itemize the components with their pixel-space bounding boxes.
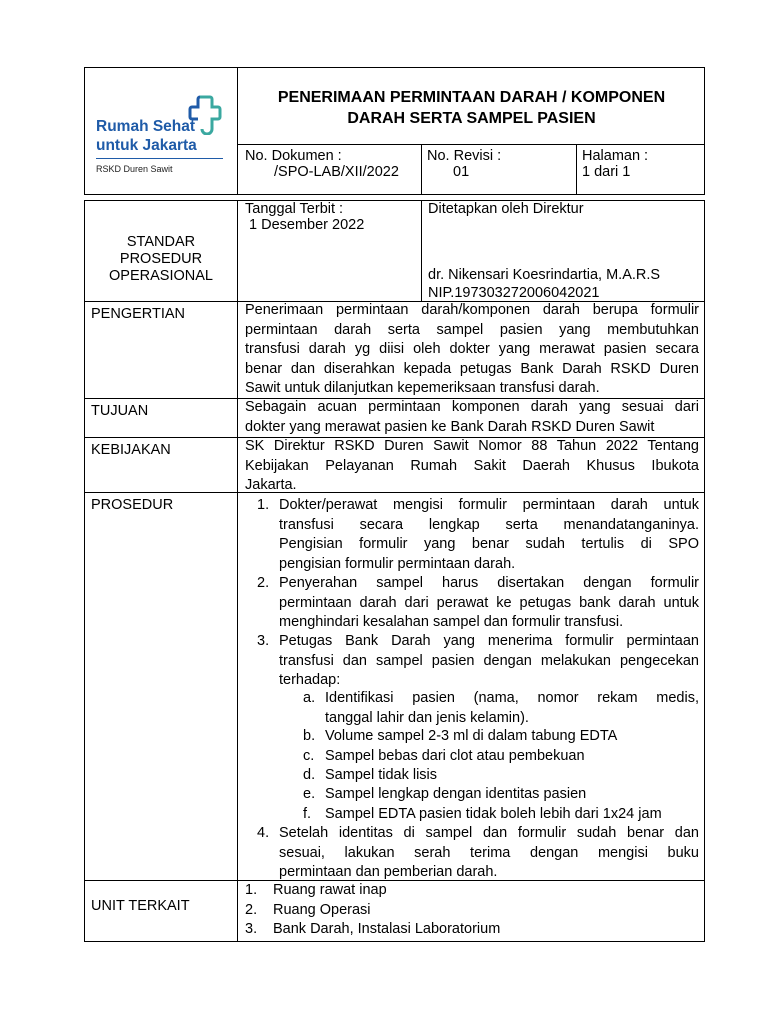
halaman-value: 1 dari 1 xyxy=(582,164,631,180)
no-dokumen-value: /SPO-LAB/XII/2022 xyxy=(274,164,399,180)
prosedur-line: menghindari kesalahan sampel dan formulir transfusi. xyxy=(279,614,624,630)
kebijakan-line: Kebijakan Pelayanan Rumah Sakit Daerah Khusus Ibukota xyxy=(245,457,699,474)
pengertian-line: permintaan darah serta sampel pasien yang membutuhkan xyxy=(245,321,699,338)
logo-rule xyxy=(96,158,223,159)
sub-letter-c: c. xyxy=(303,748,315,764)
pengertian-line: transfusi darah yg diisi oleh dokter yang merawat pasien secara xyxy=(245,341,699,357)
prosedur-line: Pengisian formulir yang benar sudah tertulis di SPO xyxy=(279,536,699,552)
sub-item-c: Sampel bebas dari clot atau pembekuan xyxy=(325,748,585,764)
prosedur-item-1 xyxy=(279,496,699,574)
pengertian-label: PENGERTIAN xyxy=(91,306,186,322)
prosedur-item-2 xyxy=(279,574,699,633)
sub-letter-e: e. xyxy=(303,786,316,802)
sub-line: tanggal lahir dan jenis kelamin). xyxy=(325,709,529,726)
pengertian-line: Sawit untuk dilanjutkan kepemeriksaan transfusi darah. xyxy=(245,380,600,396)
sub-letter-a: a. xyxy=(303,690,316,706)
prosedur-line: permintaan darah dari perawat ke petugas bank darah untuk xyxy=(279,594,699,611)
ditetapkan-label: Ditetapkan oleh Direktur xyxy=(428,201,584,217)
prosedur-item-3 xyxy=(279,632,699,691)
prosedur-line: Penyerahan sampel harus disertakan dengan formulir xyxy=(279,575,699,591)
sub-item-e: Sampel lengkap dengan identitas pasien xyxy=(325,786,587,802)
sub-letter-b: b. xyxy=(303,728,316,744)
sub-letter-f: f. xyxy=(303,806,312,822)
kebijakan-label: KEBIJAKAN xyxy=(91,442,171,458)
prosedur-line: transfusi dan sampel pasien dengan melakukan pengecekan xyxy=(279,652,699,669)
prosedur-label: PROSEDUR xyxy=(91,497,174,513)
tanggal-label: Tanggal Terbit : xyxy=(245,201,344,217)
title-line-2: DARAH SERTA SAMPEL PASIEN xyxy=(347,110,596,127)
sub-item-a xyxy=(325,689,699,728)
prosedur-line: Dokter/perawat mengisi formulir permintaan darah untuk xyxy=(279,497,699,513)
unit-terkait-label: UNIT TERKAIT xyxy=(91,898,190,914)
spo-col-divider xyxy=(421,200,422,301)
kebijakan-line: Jakarta. xyxy=(245,477,297,493)
unit-num-1: 1. xyxy=(245,882,258,898)
tujuan-line: dokter yang merawat pasien ke Bank Darah RSKD Duren Sawit xyxy=(245,418,655,435)
prosedur-line: sesuai, lakukan serah terima dengan mengisi buku xyxy=(279,844,699,861)
prosedur-line: pengisian formulir permintaan darah. xyxy=(279,555,516,572)
body-divider xyxy=(237,200,238,942)
title-line-1: PENERIMAAN PERMINTAAN DARAH / KOMPONEN xyxy=(277,89,666,106)
halaman-label: Halaman : xyxy=(582,148,649,164)
spo-label: STANDAR PROSEDUR OPERASIONAL xyxy=(109,234,213,284)
prosedur-line: Petugas Bank Darah yang menerima formulir permintaan xyxy=(279,633,699,649)
prosedur-num-4: 4. xyxy=(257,825,270,841)
direktur-name: dr. Nikensari Koesrindartia, M.A.R.S xyxy=(428,267,661,283)
prosedur-item-4 xyxy=(279,824,699,883)
unit-item-3: Bank Darah, Instalasi Laboratorium xyxy=(273,921,501,937)
sub-item-d: Sampel tidak lisis xyxy=(325,767,438,783)
tanggal-value: 1 Desember 2022 xyxy=(249,217,365,233)
header-col-divider-2 xyxy=(576,144,577,195)
prosedur-line: transfusi secara lengkap serta menandatanganinya. xyxy=(279,516,699,533)
header-col-divider-1 xyxy=(421,144,422,195)
logo-subtitle: RSKD Duren Sawit xyxy=(96,164,173,174)
unit-num-3: 3. xyxy=(245,921,258,937)
sub-letter-d: d. xyxy=(303,767,316,783)
sub-item-f: Sampel EDTA pasien tidak boleh lebih dari 1x24 jam xyxy=(325,806,662,822)
tujuan-label: TUJUAN xyxy=(91,403,149,419)
prosedur-num-1: 1. xyxy=(257,497,270,513)
hospital-logo xyxy=(96,95,226,180)
prosedur-line: permintaan dan pemberian darah. xyxy=(279,864,498,880)
no-dokumen-label: No. Dokumen : xyxy=(245,148,342,164)
tujuan-text xyxy=(245,398,699,437)
unit-num-2: 2. xyxy=(245,902,258,918)
header-row-divider xyxy=(237,144,705,145)
prosedur-num-3: 3. xyxy=(257,633,270,649)
kebijakan-line: SK Direktur RSKD Duren Sawit Nomor 88 Tahun 2022 Tentang xyxy=(245,438,699,454)
document-title xyxy=(238,87,705,129)
logo-line-2: untuk Jakarta xyxy=(96,137,197,154)
sub-line: Identifikasi pasien (nama, nomor rekam medis, xyxy=(325,690,699,706)
unit-item-1: Ruang rawat inap xyxy=(273,882,387,898)
prosedur-line: terhadap: xyxy=(279,672,341,688)
kebijakan-text xyxy=(245,437,699,496)
prosedur-num-2: 2. xyxy=(257,575,270,591)
no-revisi-label: No. Revisi : xyxy=(427,148,502,164)
no-revisi-value: 01 xyxy=(453,164,470,180)
sub-item-b: Volume sampel 2-3 ml di dalam tabung EDTA xyxy=(325,728,618,744)
unit-item-2: Ruang Operasi xyxy=(273,902,371,918)
tujuan-line: Sebagain acuan permintaan komponen darah yang sesuai dari xyxy=(245,399,699,415)
pengertian-text xyxy=(245,301,699,399)
pengertian-line: benar dan diserahkan kepada petugas Bank Darah RSKD Duren xyxy=(245,360,699,377)
prosedur-line: Setelah identitas di sampel dan formulir sudah benar dan xyxy=(279,825,699,841)
pengertian-line: Penerimaan permintaan darah/komponen darah berupa formulir xyxy=(245,302,699,318)
logo-line-1: Rumah Sehat xyxy=(96,118,196,135)
direktur-nip: NIP.197303272006042021 xyxy=(428,285,600,301)
